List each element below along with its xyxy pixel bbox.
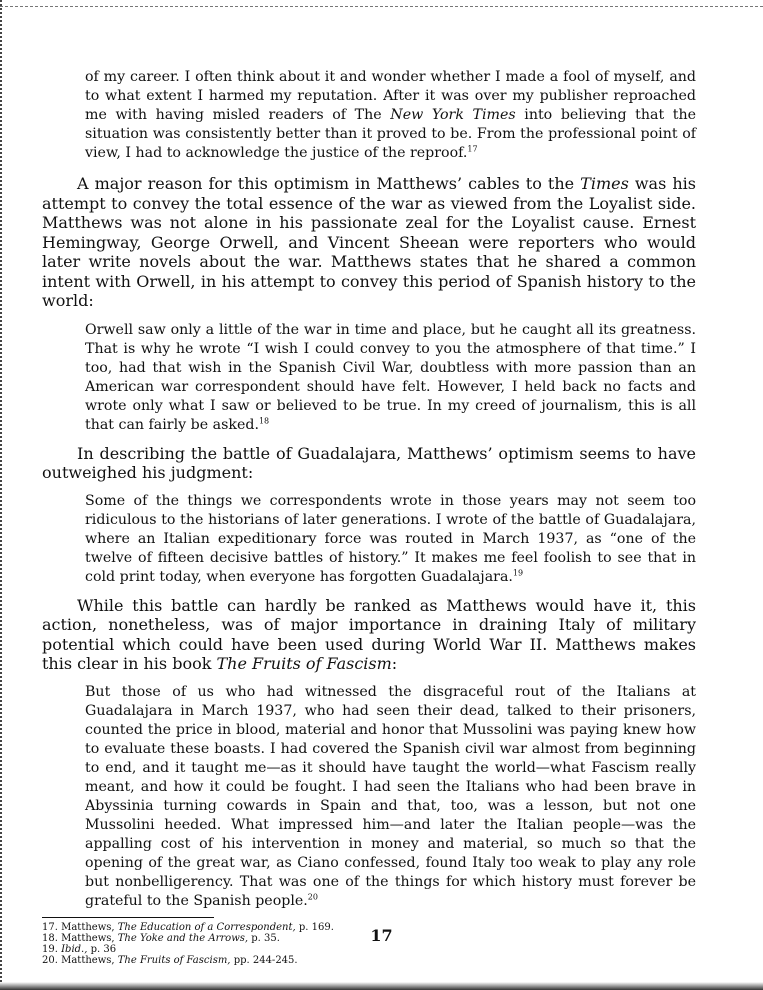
footnote-divider [42, 917, 214, 918]
page-top-edge [0, 0, 763, 7]
block-quote: of my career. I often think about it and wonder whether I made a fool of myself, and to what extent I harmed my reputation. After it was over my publisher reproached me with having misled readers of The New York Times into believing that the situation was consistently better than it proved to be. From the professional point of view, I had to acknowledge the justice of the reproof.$^{17}$ [85, 69, 696, 161]
footnote-item: 20. Matthews, The Fruits of Fascism, pp. 244-245. [42, 954, 298, 966]
page-number: 17 [370, 926, 393, 945]
block-quote: Some of the things we correspondents wrote in those years may not seem too ridiculous to the historians of later generations. I wrote of the battle of Guadalajara, where an Italian expeditionary force was routed in March 1937, as “one of the twelve of fifteen decisive battles of history.” It makes me feel foolish to see that in cold print today, when everyone has forgotten Guadalajara.$^{19}$ [85, 492, 696, 585]
footnote-ref[interactable]: 17 [467, 144, 478, 154]
block-quote: Orwell saw only a little of the war in time and place, but he caught all its greatness. That is why he wrote “I wish I could convey to you the atmosphere of that time.” I too, had that wish in the Spanish Civil War, doubtless with more passion than an American war correspondent should have felt. However, I held back no facts and wrote only what I saw or believed to be true. In my creed of journalism, this is all that can fairly be asked.$^{18}$ [85, 321, 696, 433]
page-left-edge [0, 0, 5, 990]
block-quote: But those of us who had witnessed the disgraceful rout of the Italians at Guadalajara in March 1937, who had seen their dead, talked to their prisoners, counted the price in blood, material and honor that Mussolini was paying knew how to evaluate these boasts. I had covered the Spanish civil war almost from beginning to end, and it taught me—as it should have taught the world—what Fascism really meant, and how it could be fought. I had seen the Italians who had been brave in Abyssinia turning cowards in Spain and that, too, was a lesson, but not one Mussolini heeded. What impressed him—and later the Italian people—was the appalling cost of his intervention in money and material, so much so that the opening of the great war, as Ciano confessed, found Italy too weak to play any role but nonbelligerency. That was one of the things for which history must forever be grateful to the Spanish people.$^{20}$ [85, 683, 696, 909]
footnote-item: 18. Matthews, The Yoke and the Arrows, p. 35. [42, 932, 280, 944]
page-body [42, 68, 696, 966]
body-paragraph: While this battle can hardly be ranked as Matthews would have it, this action, nonetheless, was of major importance in draining Italy of military potential which could have been used during World War II. Matthews makes this clear in his book The Fruits of Fascism: [42, 595, 696, 673]
body-paragraph: A major reason for this optimism in Matthews’ cables to the Times was his attempt to convey the total essence of the war as viewed from the Loyalist side. Matthews was not alone in his passionate zeal for the Loyalist cause. Ernest Hemingway, George Orwell, and Vincent Sheean were reporters who would later write novels about the war. Matthews states that he shared a common intent with Orwell, in his attempt to convey this period of Spanish history to the world: [42, 174, 697, 310]
footnote-item: 19. Ibid., p. 36 [42, 943, 117, 955]
footnote-ref[interactable]: 20 [307, 891, 318, 901]
page-bottom-edge [0, 982, 763, 990]
footnote-item: 17. Matthews, The Education of a Correspondent, p. 169. [42, 921, 334, 933]
footnote-ref[interactable]: 19 [512, 567, 524, 577]
body-paragraph: In describing the battle of Guadalajara, Matthews’ optimism seems to have outweighed his judgment: [42, 443, 696, 482]
footnote-ref[interactable]: 18 [258, 415, 270, 425]
